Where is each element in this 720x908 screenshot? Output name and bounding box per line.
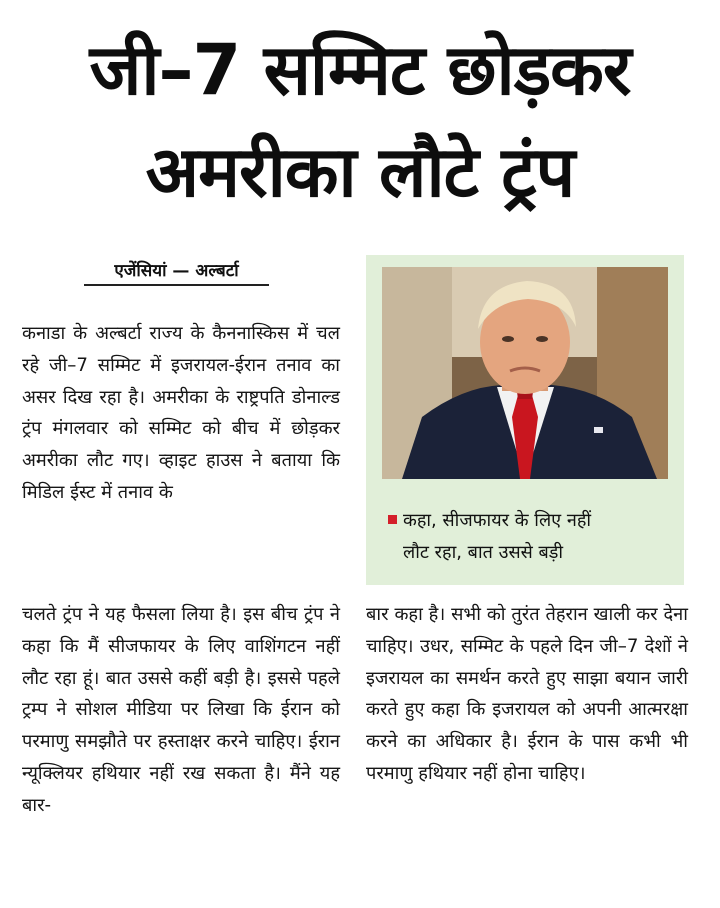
caption-bullet-icon [388,515,397,524]
portrait-illustration [382,267,668,479]
photo-caption [388,505,678,569]
article-paragraph: कनाडा के अल्बर्टा राज्य के कैननास्किस में चल रहे जी–7 सम्मिट में इजरायल-ईरान तनाव का असर दिख रहा है। अमरीका के राष्ट्रपति डोनाल्ड ट्रंप मंगलवार को सम्मिट को बीच में छोड़कर अमरीका लौट गए। व्हाइट हाउस ने बताया कि मिडिल ईस्ट में तनाव के [22,323,340,503]
photo-caption-box [366,255,684,585]
article-paragraph: बार कहा है। सभी को तुरंत तेहरान खाली कर देना चाहिए। उधर, सम्मिट के पहले दिन जी–7 देशों ने इजरायल का समर्थन करते हुए साझा बयान जारी करते हुए कहा कि इजरायल को अपनी आत्मरक्षा करने का अधिकार है। ईरान के पास कभी भी परमाणु हथियार नहीं होना चाहिए। [366,604,688,784]
byline: एजेंसियां — अल्बर्टा [84,258,269,286]
news-photo [382,267,668,479]
headline-line-2: अमरीका लौटे ट्रंप [145,131,575,213]
headline-line-1: जी–7 सम्मिट छोड़कर [89,29,631,111]
article-column-left-bottom [22,599,340,822]
article-column-right [366,599,688,790]
article-paragraph: चलते ट्रंप ने यह फैसला लिया है। इस बीच ट्रंप ने कहा कि मैं सीजफायर के लिए वाशिंगटन नहीं लौट रहा हूं। बात उससे कहीं बड़ी है। इससे पहले ट्रम्प ने सोशल मीडिया पर लिखा कि ईरान को परमाणु समझौते पर हस्ताक्षर करने चाहिए। ईरान न्यूक्लियर हथियार नहीं रख सकता है। मैंने यह बार- [22,604,340,816]
caption-line-2: लौट रहा, बात उससे बड़ी [403,542,564,563]
article-column-left-top [22,318,340,509]
caption-line-1: कहा, सीजफायर के लिए नहीं [403,510,592,531]
